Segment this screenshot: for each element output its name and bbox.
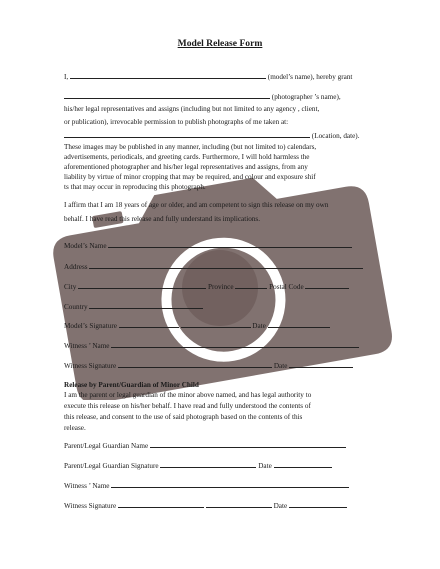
affirm-line: behalf. I have read this release and fully understand its implications. [64, 215, 260, 223]
guardian-date-field[interactable] [274, 460, 332, 468]
location-date-blank[interactable] [64, 130, 310, 138]
page-title: Model Release Form [177, 38, 263, 49]
guardian-signature-row: Parent/Legal Guardian Signature Date [64, 460, 332, 471]
body-line: aforementioned photographer and his/her legal representatives and assigns, from any [64, 163, 308, 171]
intro-line-3: his/her legal representatives and assigns (including but not limited to any agency , client, [64, 105, 320, 113]
minor-witness-date-field[interactable] [289, 500, 347, 508]
minor-witness-signature-field-2[interactable] [206, 500, 272, 508]
models-name-row: Model’s Name [64, 240, 352, 251]
model-name-blank[interactable] [70, 71, 266, 79]
models-signature-field-2[interactable] [181, 320, 251, 328]
minor-witness-name-field[interactable] [111, 480, 349, 488]
minor-heading: Release by Parent/Guardian of Minor Child [64, 381, 199, 389]
body-line: These images may be published in any manner, including (but not limited to) calendars, [64, 143, 317, 151]
country-field[interactable] [89, 301, 203, 309]
postal-code-field[interactable] [305, 281, 349, 289]
minor-witness-signature-field[interactable] [118, 500, 204, 508]
intro-line-1: I, (model’s name), hereby grant [64, 73, 353, 81]
models-name-field[interactable] [108, 240, 352, 248]
body-line: ts that may occur in reproducing this photograph. [64, 183, 206, 191]
intro-line-5: (Location, date). [64, 130, 360, 141]
intro-line-2: (photographer ’s name), [64, 91, 341, 102]
photographer-name-blank[interactable] [64, 91, 270, 99]
minor-witness-signature-row: Witness Signature Date [64, 500, 347, 511]
address-field[interactable] [89, 261, 363, 269]
guardian-name-field[interactable] [150, 440, 346, 448]
witness-date-field[interactable] [289, 360, 353, 368]
country-row: Country [64, 301, 203, 312]
witness-name-field[interactable] [111, 340, 359, 348]
minor-paragraph-line: this release, and consent to the use of said photograph based on the contents of this [64, 413, 303, 421]
minor-witness-name-row: Witness ’ Name [64, 480, 349, 491]
address-row: Address [64, 261, 363, 272]
guardian-name-row: Parent/Legal Guardian Name [64, 440, 346, 451]
body-line: liability by virtue of minor cropping that may be required, and colour and exposure shif [64, 173, 316, 181]
witness-signature-field[interactable] [118, 360, 272, 368]
intro-line-4: or publication), irrevocable permission to publish photographs of me taken at: [64, 118, 289, 126]
province-field[interactable] [235, 281, 267, 289]
models-signature-row: Model’s Signature Date [64, 320, 330, 331]
witness-name-row: Witness ’ Name [64, 340, 359, 351]
date-field[interactable] [268, 320, 330, 328]
minor-paragraph-line: execute this release on his/her behalf. I have read and fully understood the contents of [64, 402, 311, 410]
affirm-line: I affirm that I am 18 years of age or older, and am competent to sign this release on my own [64, 201, 329, 209]
city-row: City Province Postal Code [64, 281, 349, 292]
body-line: advertisements, periodicals, and greeting cards. Furthermore, I will hold harmless the [64, 153, 310, 161]
guardian-signature-field[interactable] [160, 460, 256, 468]
minor-paragraph-line: release. [64, 424, 86, 432]
minor-paragraph-line: I am the parent or legal guardian of the minor above named, and has legal authority to [64, 391, 312, 399]
witness-signature-row: Witness Signature Date [64, 360, 353, 371]
models-signature-field[interactable] [119, 320, 179, 328]
city-field[interactable] [78, 281, 206, 289]
